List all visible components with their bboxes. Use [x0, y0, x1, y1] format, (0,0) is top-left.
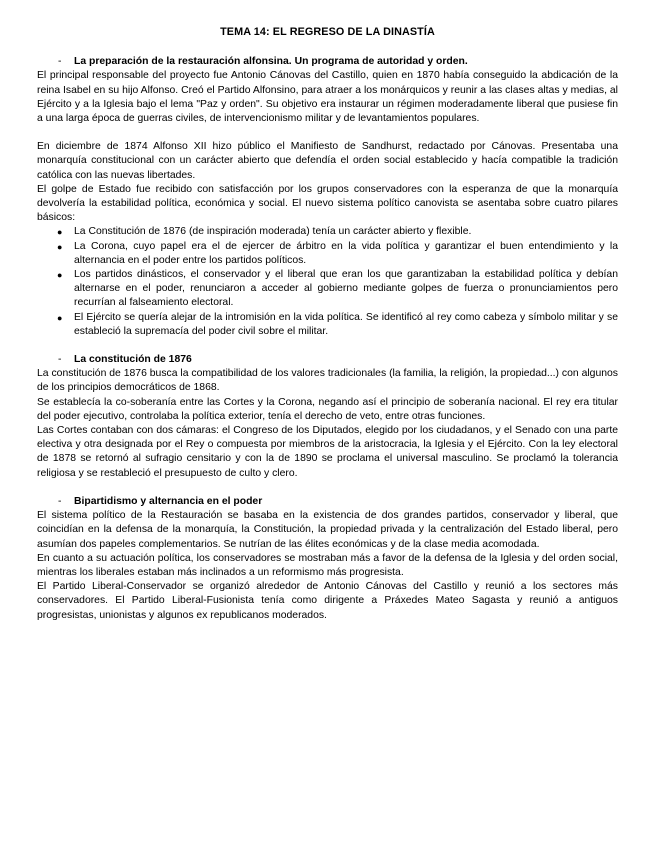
document-page [37, 25, 618, 623]
paragraph: Se establecía la co-soberanía entre las Cortes y la Corona, negando así el principio de soberanía nacional. El rey era titular del poder ejecutivo, controlaba la política exterior, tenía el derecho de veto, entre otras funciones. [37, 396, 618, 422]
pillars-list [37, 225, 618, 339]
paragraph: El sistema político de la Restauración se basaba en la existencia de dos grandes partidos, conservador y liberal, que coincidían en la defensa de la monarquía, la Constitución, la propiedad privada y la centralización del Estado liberal, pero asumían dos papeles complementarios. Se nutrían de las élites económicas y de la clase media acomodada. [37, 510, 618, 550]
section-heading-preparacion: - La preparación de la restauración alfonsina. Un programa de autoridad y orden. [58, 56, 468, 68]
list-item: ● La Constitución de 1876 (de inspiración moderada) tenía un carácter abierto y flexible. [37, 225, 618, 239]
paragraph: Las Cortes contaban con dos cámaras: el Congreso de los Diputados, elegido por los ciudadanos, y el Senado con una parte electiva y otra designada por el Rey o compuesta por miembros de la aristocracia, la Iglesia y el Ejército. Con la ley electoral de 1878 se retornó al sufragio censitario y con la de 1890 se proclama el universal masculino. Se proclamó la tolerancia religiosa y se restableció el presupuesto de culto y clero. [37, 425, 618, 479]
paragraph: La constitución de 1876 busca la compatibilidad de los valores tradicionales (la familia, la religión, la propiedad...) con algunos de los principios democráticos de 1868. [37, 368, 618, 394]
bullet-icon: ● [57, 270, 63, 281]
list-item: ● La Corona, cuyo papel era el de ejercer de árbitro en la vida política y garantizar el buen entendimiento y la alternancia en el poder entre los partidos políticos. [57, 240, 618, 266]
bullet-icon: ● [57, 227, 63, 238]
paragraph: En cuanto a su actuación política, los conservadores se mostraban más a favor de la defensa de la Iglesia y del orden social, mientras los liberales estaban más inclinados a un reformismo más progresista. [37, 552, 618, 578]
list-item: ● El Ejército se quería alejar de la intromisión en la vida política. Se identificó al rey como cabeza y símbolo militar y se estableció la supremacía del poder civil sobre el militar. [57, 311, 618, 337]
bullet-icon: ● [57, 241, 63, 252]
section-heading-bipartidismo: - Bipartidismo y alternancia en el poder [58, 495, 263, 507]
bullet-icon: ● [57, 312, 63, 323]
list-item: ● Los partidos dinásticos, el conservador y el liberal que eran los que garantizaban la estabilidad política y debían alternarse en el poder, renunciaron a acceder al gobierno mediante golpes de fuerza o pronunciamientos pero recurrían al falseamiento electoral. [57, 269, 618, 309]
paragraph: El Partido Liberal-Conservador se organizó alrededor de Antonio Cánovas del Castillo y reunió a los sectores más conservadores. El Partido Liberal-Fusionista tenía como dirigente a Práxedes Mateo Sagasta y reunió a antiguos progresistas, unionistas y algunos ex republicanos moderados. [37, 581, 618, 621]
document-title: TEMA 14: EL REGRESO DE LA DINASTÍA [220, 26, 435, 38]
paragraph: El golpe de Estado fue recibido con satisfacción por los grupos conservadores con la esperanza de que la monarquía devolvería la estabilidad política, económica y social. El nuevo sistema político canovista se asentaba sobre cuatro pilares básicos: [37, 183, 618, 224]
paragraph: El principal responsable del proyecto fue Antonio Cánovas del Castillo, quien en 1870 había conseguido la abdicación de la reina Isabel en su hijo Alfonso. Creó el Partido Alfonsino, para atraer a los monárquicos y reunir a las clases altas y medias, al Ejército y a la Iglesia bajo el lema "Paz y orden". Su objetivo era instaurar un régimen moderadamente liberal que pusiese fin a una larga época de guerras civiles, de intervencionismo militar y de levantamientos populares. [37, 70, 618, 125]
paragraph: En diciembre de 1874 Alfonso XII hizo público el Manifiesto de Sandhurst, redactado por Cánovas. Presentaba una monarquía constitucional con un carácter abierto que defendía el orden social establecido y hacía compatible la tradición católica con las nuevas libertades. [37, 141, 618, 181]
section-heading-constitucion: - La constitución de 1876 [58, 354, 192, 366]
